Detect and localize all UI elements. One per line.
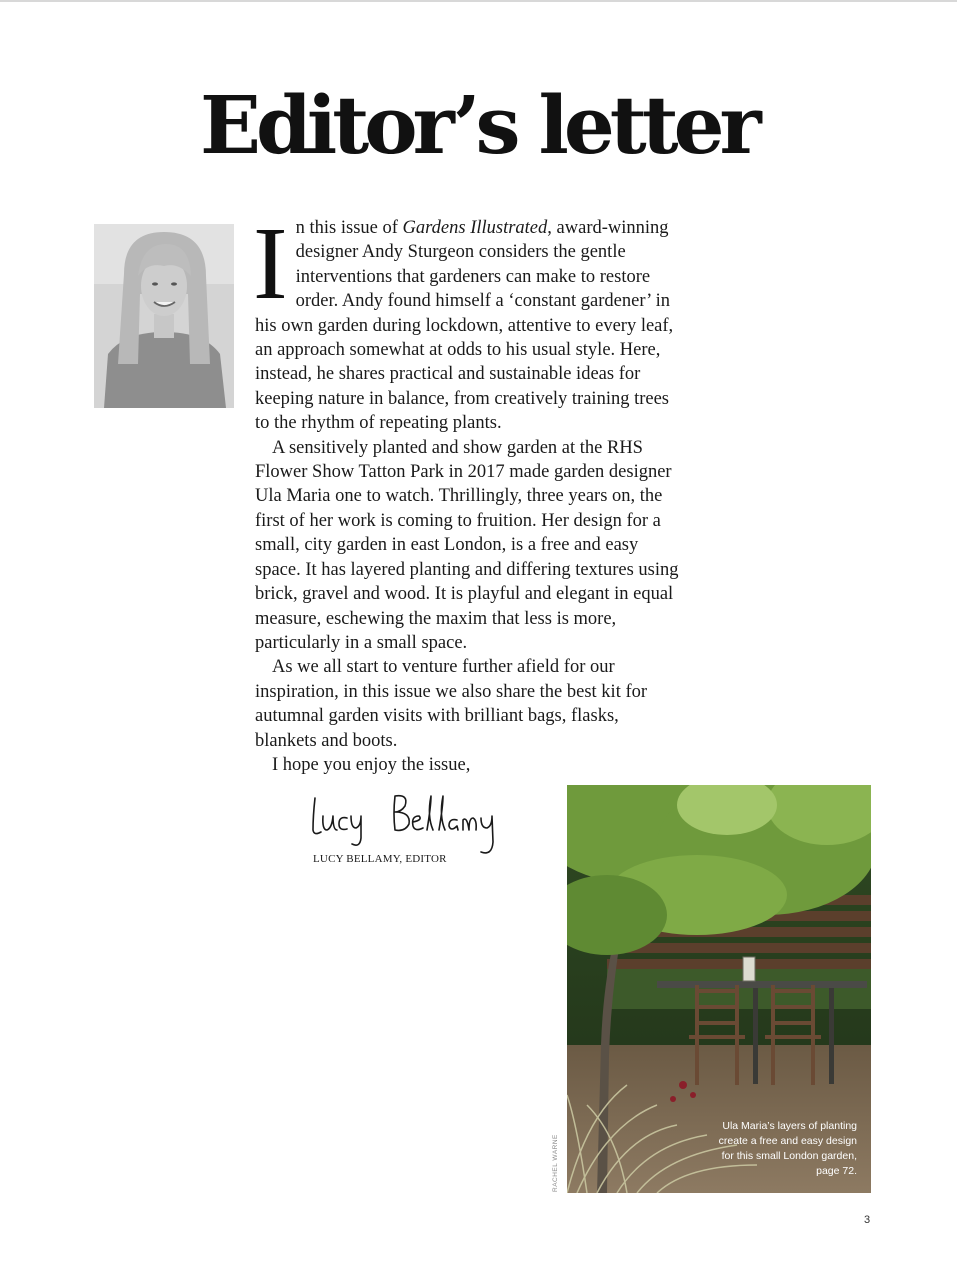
paragraph-3: As we all start to venture further afield for our inspiration, in this issue we also share the best kit for autumnal garden visits with brilliant bags, flasks, blankets and boots. <box>255 657 648 751</box>
top-rule <box>0 0 957 2</box>
editor-portrait <box>94 224 234 408</box>
page-title: Editor’s letter <box>200 78 757 172</box>
paragraph-4: I hope you enjoy the issue, <box>272 754 471 775</box>
garden-photo <box>567 785 871 1193</box>
paragraph-2: A sensitively planted and show garden at the RHS Flower Show Tatton Park in 2017 made garden designer Ula Maria one to watch. Thrillingly, three years on, the first of her work is coming to fruition. Her design for a small, city garden in east London, is a free and easy space. It has layered planting and differing textures using brick, gravel and wood. It is playful and elegant in equal measure, eschewing the maxim that less is more, particularly in a small space. <box>255 437 679 653</box>
paragraph-1 <box>253 206 685 436</box>
letter-body <box>253 206 685 777</box>
drop-cap: I <box>253 206 288 321</box>
paragraph-1-rest: , award-winning designer Andy Sturgeon considers the gentle interventions that gardeners can make to restore order. Andy found himself a ‘constant gardener’ in his own garden during lockdown, attentive to every leaf, an approach somewhat at odds to his usual style. Here, instead, he shares practical and sustainable ideas for keeping nature in balance, from creatively training trees to the rhythm of repeating plants. <box>255 218 674 434</box>
paragraph-1-start: n this issue of <box>295 218 403 238</box>
page-number: 3 <box>864 1214 871 1226</box>
signature-caption: LUCY BELLAMY, EDITOR <box>313 853 447 865</box>
photo-credit: RACHEL WARNE <box>552 1134 559 1192</box>
photo-caption: Ula Maria’s layers of planting create a free and easy design for this small London garden, page 72. <box>718 1120 857 1177</box>
magazine-title: Gardens Illustrated <box>402 218 548 238</box>
